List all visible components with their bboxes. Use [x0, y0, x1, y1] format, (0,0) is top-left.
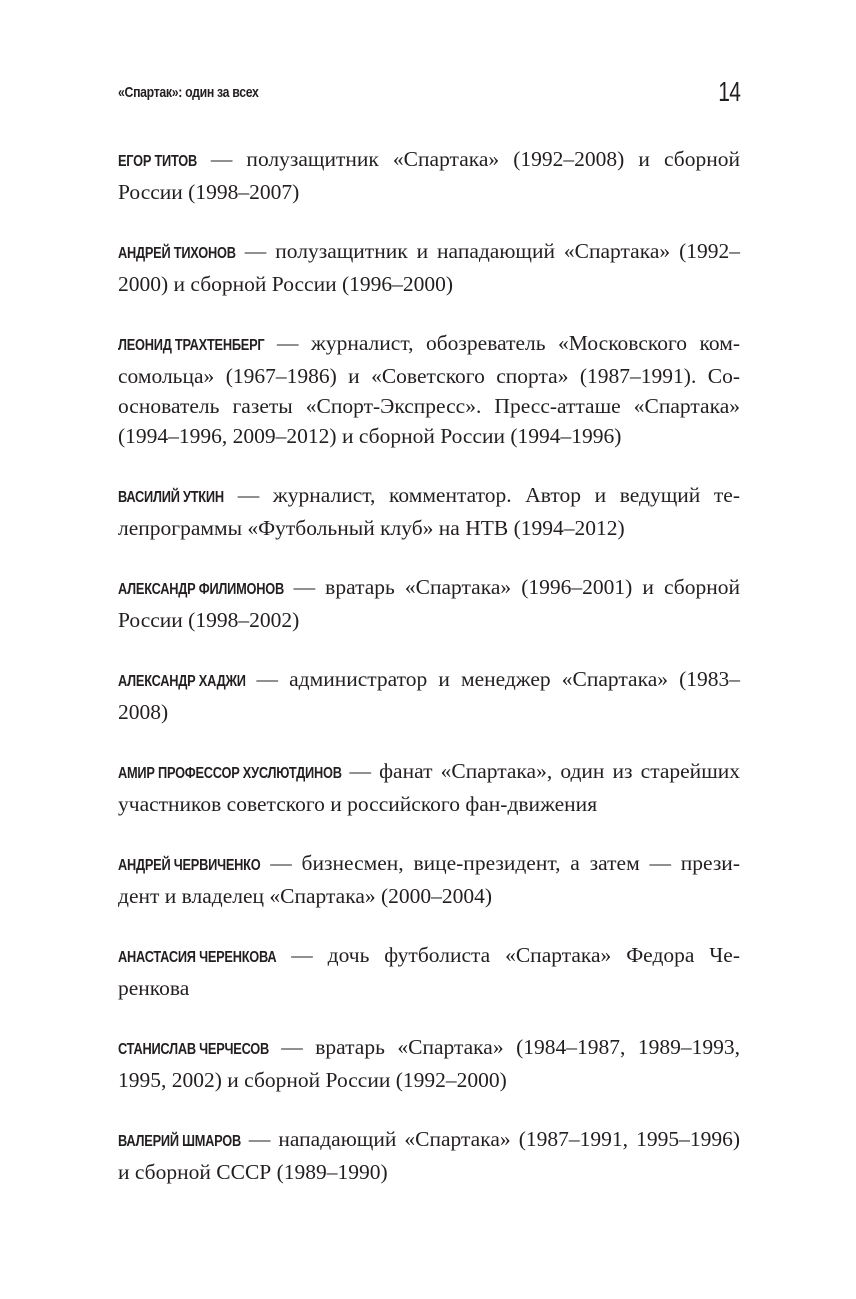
list-item	[118, 328, 740, 451]
person-name: ВАСИЛИЙ УТКИН	[118, 489, 224, 506]
list-item	[118, 480, 740, 543]
person-description: — фанат «Спартака», один из старейших участников советского и российского фан-движения	[118, 759, 740, 816]
running-title: «Спартак»: один за всех	[118, 84, 259, 101]
person-name: АНАСТАСИЯ ЧЕРЕНКОВА	[118, 949, 277, 966]
person-description: — администратор и менеджер «Спартака» (1983–2008)	[118, 667, 740, 724]
person-name: ВАЛЕРИЙ ШМАРОВ	[118, 1133, 241, 1150]
person-name: ЕГОР ТИТОВ	[118, 153, 197, 170]
person-name: СТАНИСЛАВ ЧЕРЧЕСОВ	[118, 1041, 269, 1058]
person-name: АЛЕКСАНДР ФИЛИМОНОВ	[118, 581, 284, 598]
list-item	[118, 848, 740, 911]
list-item	[118, 572, 740, 635]
list-item	[118, 1032, 740, 1095]
person-description: — журналист, комментатор. Автор и ведущий телепрограммы «Футбольный клуб» на НТВ (1994–2012)	[118, 483, 740, 540]
list-item	[118, 236, 740, 299]
person-description: — полузащитник и нападающий «Спартака» (1992–2000) и сборной России (1996–2000)	[118, 239, 740, 296]
person-description: — дочь футболиста «Спартака» Федора Черенкова	[118, 943, 740, 1000]
person-name: АНДРЕЙ ТИХОНОВ	[118, 245, 236, 262]
list-item	[118, 940, 740, 1003]
glossary-list	[118, 144, 740, 1216]
list-item	[118, 664, 740, 727]
list-item	[118, 144, 740, 207]
list-item	[118, 756, 740, 819]
person-description: — вратарь «Спартака» (1984–1987, 1989–1993, 1995, 2002) и сборной России (1992–2000)	[118, 1035, 740, 1092]
person-name: АМИР ПРОФЕССОР ХУСЛЮТДИНОВ	[118, 765, 342, 782]
person-name: ЛЕОНИД ТРАХТЕНБЕРГ	[118, 337, 265, 354]
person-description: — журналист, обозреватель «Московского комсомольца» (1967–1986) и «Советского спорта» (1987–1991). Сооснователь газеты «Спорт-Экспресс». Пресс-атташе «Спартака» (1994–1996, 2009–2012) и сборной России (1994–1996)	[118, 331, 740, 448]
person-description: — полузащитник «Спартака» (1992–2008) и сборной России (1998–2007)	[118, 147, 740, 204]
person-description: — нападающий «Спартака» (1987–1991, 1995–1996) и сборной СССР (1989–1990)	[118, 1127, 740, 1184]
page-number: 14	[718, 76, 740, 107]
person-description: — бизнесмен, вице-президент, а затем — президент и владелец «Спартака» (2000–2004)	[118, 851, 740, 908]
person-name: АЛЕКСАНДР ХАДЖИ	[118, 673, 246, 690]
person-description: — вратарь «Спартака» (1996–2001) и сборной России (1998–2002)	[118, 575, 740, 632]
list-item	[118, 1124, 740, 1187]
person-name: АНДРЕЙ ЧЕРВИЧЕНКО	[118, 857, 261, 874]
